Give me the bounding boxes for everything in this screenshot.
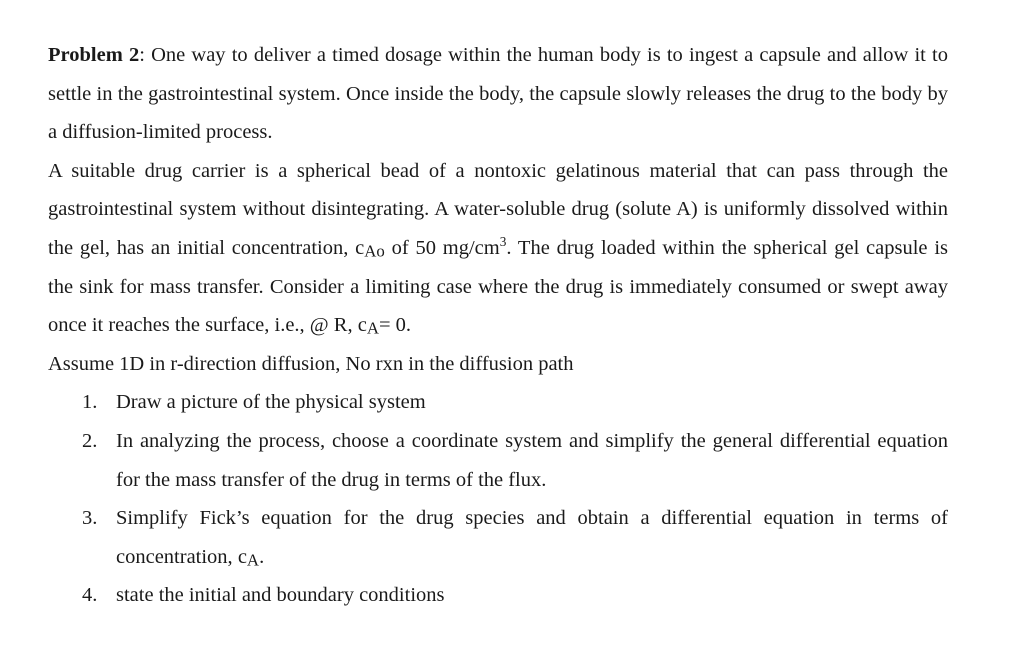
concentration-symbol: c [237, 545, 247, 568]
task-text: Draw a picture of the physical system [116, 391, 426, 414]
task-text: state the initial and boundary conditions [116, 584, 445, 607]
initial-concentration-subscript: Ao [364, 241, 385, 261]
task-number: 1. [82, 391, 98, 414]
task-number: 4. [82, 584, 98, 607]
carrier-text-3: . The drug loaded within the spherical gel capsule is the sink for mass transfer. Consider a limiting case where the drug is immediately consumed or swept away once it reaches the surface, i.e., @ R, [48, 236, 948, 337]
problem-document [48, 36, 948, 615]
assumption-line: Assume 1D in r-direction diffusion, No rxn in the diffusion path [48, 352, 574, 375]
surface-concentration-subscript: A [366, 318, 379, 338]
carrier-text-1: A suitable drug carrier is a spherical bead of a nontoxic gelatinous material that can pass through the gastrointestinal system without disintegrating. A water-soluble drug (solute A) is uniformly dissolved within the gel, has an initial concentration, [48, 159, 948, 259]
problem-intro-paragraph [48, 36, 948, 152]
task-text-end: . [259, 545, 265, 568]
unit-superscript: 3 [499, 233, 507, 249]
drug-carrier-paragraph [48, 152, 948, 345]
task-text: Simplify Fick’s equation for the drug species and obtain a differential equation in terms of concentration, [116, 507, 948, 568]
concentration-subscript: A [246, 550, 260, 570]
task-item [48, 499, 948, 576]
carrier-text-2: of 50 mg/cm [384, 236, 500, 259]
carrier-text-4: = 0. [378, 314, 412, 337]
problem-label: Problem 2 [48, 44, 140, 66]
problem-intro-text: : One way to deliver a timed dosage within the human body is to ingest a capsule and allow it to settle in the gastrointestinal system. Once inside the body, the capsule slowly releases the drug to the body by a diffusion-limited process. [48, 44, 948, 144]
task-item [48, 576, 948, 615]
surface-concentration-symbol: c [357, 314, 367, 337]
task-text: In analyzing the process, choose a coordinate system and simplify the general differential equation for the mass transfer of the drug in terms of the flux. [116, 429, 948, 491]
task-list [48, 383, 948, 615]
task-number: 2. [82, 429, 98, 452]
task-item [48, 422, 948, 499]
task-number: 3. [82, 507, 98, 530]
task-item [48, 383, 948, 422]
initial-concentration-symbol: c [355, 236, 365, 259]
